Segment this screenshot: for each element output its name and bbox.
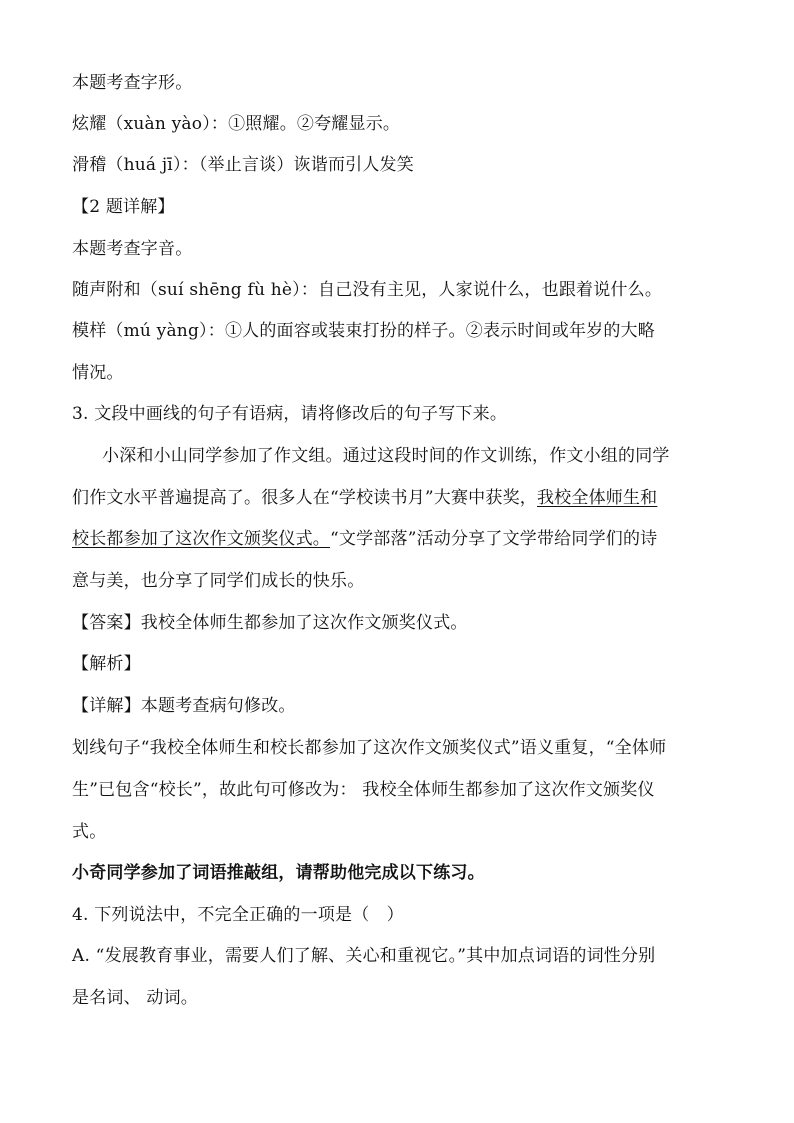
analysis-heading: 【解析】 [72,654,141,674]
text-line: 式。 [72,822,107,842]
detail-line: 【详解】本题考查病句修改。 [72,696,296,716]
passage-line [72,528,732,550]
text-line: 情况。 [72,363,124,383]
option-a-cont: 是名词、 动词。 [72,988,199,1008]
passage-text: 们作文水平普遍提高了。很多人在“学校读书月”大赛中获奖， [72,488,537,508]
text-line: 生”已包含“校长”，故此句可修改为： 我校全体师生都参加了这次作文颁奖仪 [72,780,655,800]
passage-line: 意与美，也分享了同学们成长的快乐。 [72,571,365,591]
option-a: A. “发展教育事业，需要人们了解、关心和重视它。”其中加点词语的词性分别 [72,946,656,966]
passage-line: 小深和小山同学参加了作文组。通过这段时间的作文训练，作文小组的同学 [102,446,670,466]
question-3: 3. 文段中画线的句子有语病，请将修改后的句子写下来。 [72,404,508,424]
text-line: 本题考查字音。 [72,239,193,259]
text-line: 模样（mú yàng）：①人的面容或装束打扮的样子。②表示时间或年岁的大略 [72,321,655,341]
text-line: 本题考查字形。 [72,73,193,93]
question-4: 4. 下列说法中，不完全正确的一项是（ ） [72,905,404,925]
answer-line: 【答案】我校全体师生都参加了这次作文颁奖仪式。 [72,613,468,633]
text-line: 划线句子“我校全体师生和校长都参加了这次作文颁奖仪式”语义重复，“全体师 [72,738,667,758]
text-line: 随声附和（suí shēng fù hè）：自己没有主见，人家说什么，也跟着说什么。 [72,280,663,300]
underlined-sentence: 校长都参加了这次作文颁奖仪式。 [72,529,330,549]
text-line: 炫耀（xuàn yào）：①照耀。②夸耀显示。 [72,114,401,134]
passage-text: “文学部落”活动分享了文学带给同学们的诗 [330,529,658,549]
section-heading: 【2 题详解】 [72,197,175,217]
text-line: 滑稽（huá jī）：（举止言谈）诙谐而引人发笑 [72,155,414,175]
underlined-sentence: 我校全体师生和 [536,488,658,508]
passage-line [72,487,732,509]
section-intro: 小奇同学参加了词语推敲组，请帮助他完成以下练习。 [72,863,485,883]
